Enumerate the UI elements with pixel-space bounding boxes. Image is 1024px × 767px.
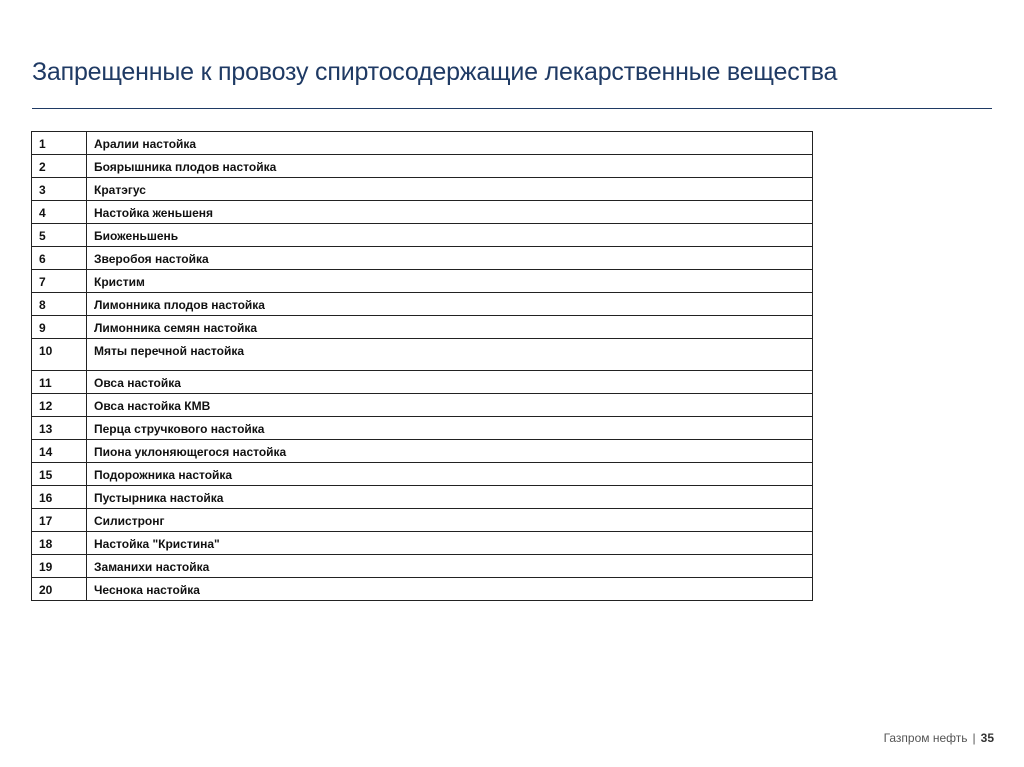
- table-row: [32, 155, 813, 178]
- table-row: [32, 486, 813, 509]
- substance-name: Биоженьшень: [87, 224, 813, 247]
- table-row: [32, 247, 813, 270]
- footer-company: Газпром нефть: [883, 731, 968, 745]
- row-number: 10: [32, 339, 87, 371]
- table-row: [32, 178, 813, 201]
- substance-name: Зверобоя настойка: [87, 247, 813, 270]
- row-number: 19: [32, 555, 87, 578]
- table-row: [32, 555, 813, 578]
- row-number: 9: [32, 316, 87, 339]
- substance-name: Заманихи настойка: [87, 555, 813, 578]
- substance-name: Перца стручкового настойка: [87, 417, 813, 440]
- row-number: 16: [32, 486, 87, 509]
- substance-name: Кратэгус: [87, 178, 813, 201]
- table-row: [32, 201, 813, 224]
- substance-name: Боярышника плодов настойка: [87, 155, 813, 178]
- footer: [884, 731, 994, 745]
- table-row: [32, 463, 813, 486]
- row-number: 15: [32, 463, 87, 486]
- table-row: [32, 532, 813, 555]
- substance-name: Овса настойка КМВ: [87, 394, 813, 417]
- row-number: 17: [32, 509, 87, 532]
- row-number: 11: [32, 371, 87, 394]
- title-divider: [32, 108, 992, 109]
- substance-name: Овса настойка: [87, 371, 813, 394]
- substance-name: Пиона уклоняющегося настойка: [87, 440, 813, 463]
- page-number: 35: [980, 731, 994, 745]
- slide-title: Запрещенные к провозу спиртосодержащие лекарственные вещества: [32, 58, 838, 86]
- row-number: 7: [32, 270, 87, 293]
- table-row: [32, 270, 813, 293]
- table-row: [32, 339, 813, 371]
- substance-name: Мяты перечной настойка: [87, 339, 813, 371]
- row-number: 14: [32, 440, 87, 463]
- substance-name: Лимонника плодов настойка: [87, 293, 813, 316]
- substance-name: Подорожника настойка: [87, 463, 813, 486]
- substance-name: Лимонника семян настойка: [87, 316, 813, 339]
- row-number: 20: [32, 578, 87, 601]
- table-row: [32, 578, 813, 601]
- row-number: 3: [32, 178, 87, 201]
- substance-name: Аралии настойка: [87, 132, 813, 155]
- row-number: 12: [32, 394, 87, 417]
- row-number: 13: [32, 417, 87, 440]
- row-number: 4: [32, 201, 87, 224]
- row-number: 8: [32, 293, 87, 316]
- row-number: 18: [32, 532, 87, 555]
- row-number: 6: [32, 247, 87, 270]
- table-row: [32, 293, 813, 316]
- table-row: [32, 417, 813, 440]
- table-row: [32, 371, 813, 394]
- footer-separator: |: [972, 731, 976, 745]
- row-number: 5: [32, 224, 87, 247]
- substances-table: [31, 131, 813, 601]
- table-body: [32, 132, 813, 601]
- row-number: 1: [32, 132, 87, 155]
- substance-name: Пустырника настойка: [87, 486, 813, 509]
- table-row: [32, 509, 813, 532]
- substance-name: Чеснока настойка: [87, 578, 813, 601]
- table-row: [32, 394, 813, 417]
- table-row: [32, 316, 813, 339]
- table-row: [32, 440, 813, 463]
- substance-name: Настойка женьшеня: [87, 201, 813, 224]
- substance-name: Настойка "Кристина": [87, 532, 813, 555]
- table-row: [32, 224, 813, 247]
- substance-name: Силистронг: [87, 509, 813, 532]
- table-row: [32, 132, 813, 155]
- row-number: 2: [32, 155, 87, 178]
- substance-name: Кристим: [87, 270, 813, 293]
